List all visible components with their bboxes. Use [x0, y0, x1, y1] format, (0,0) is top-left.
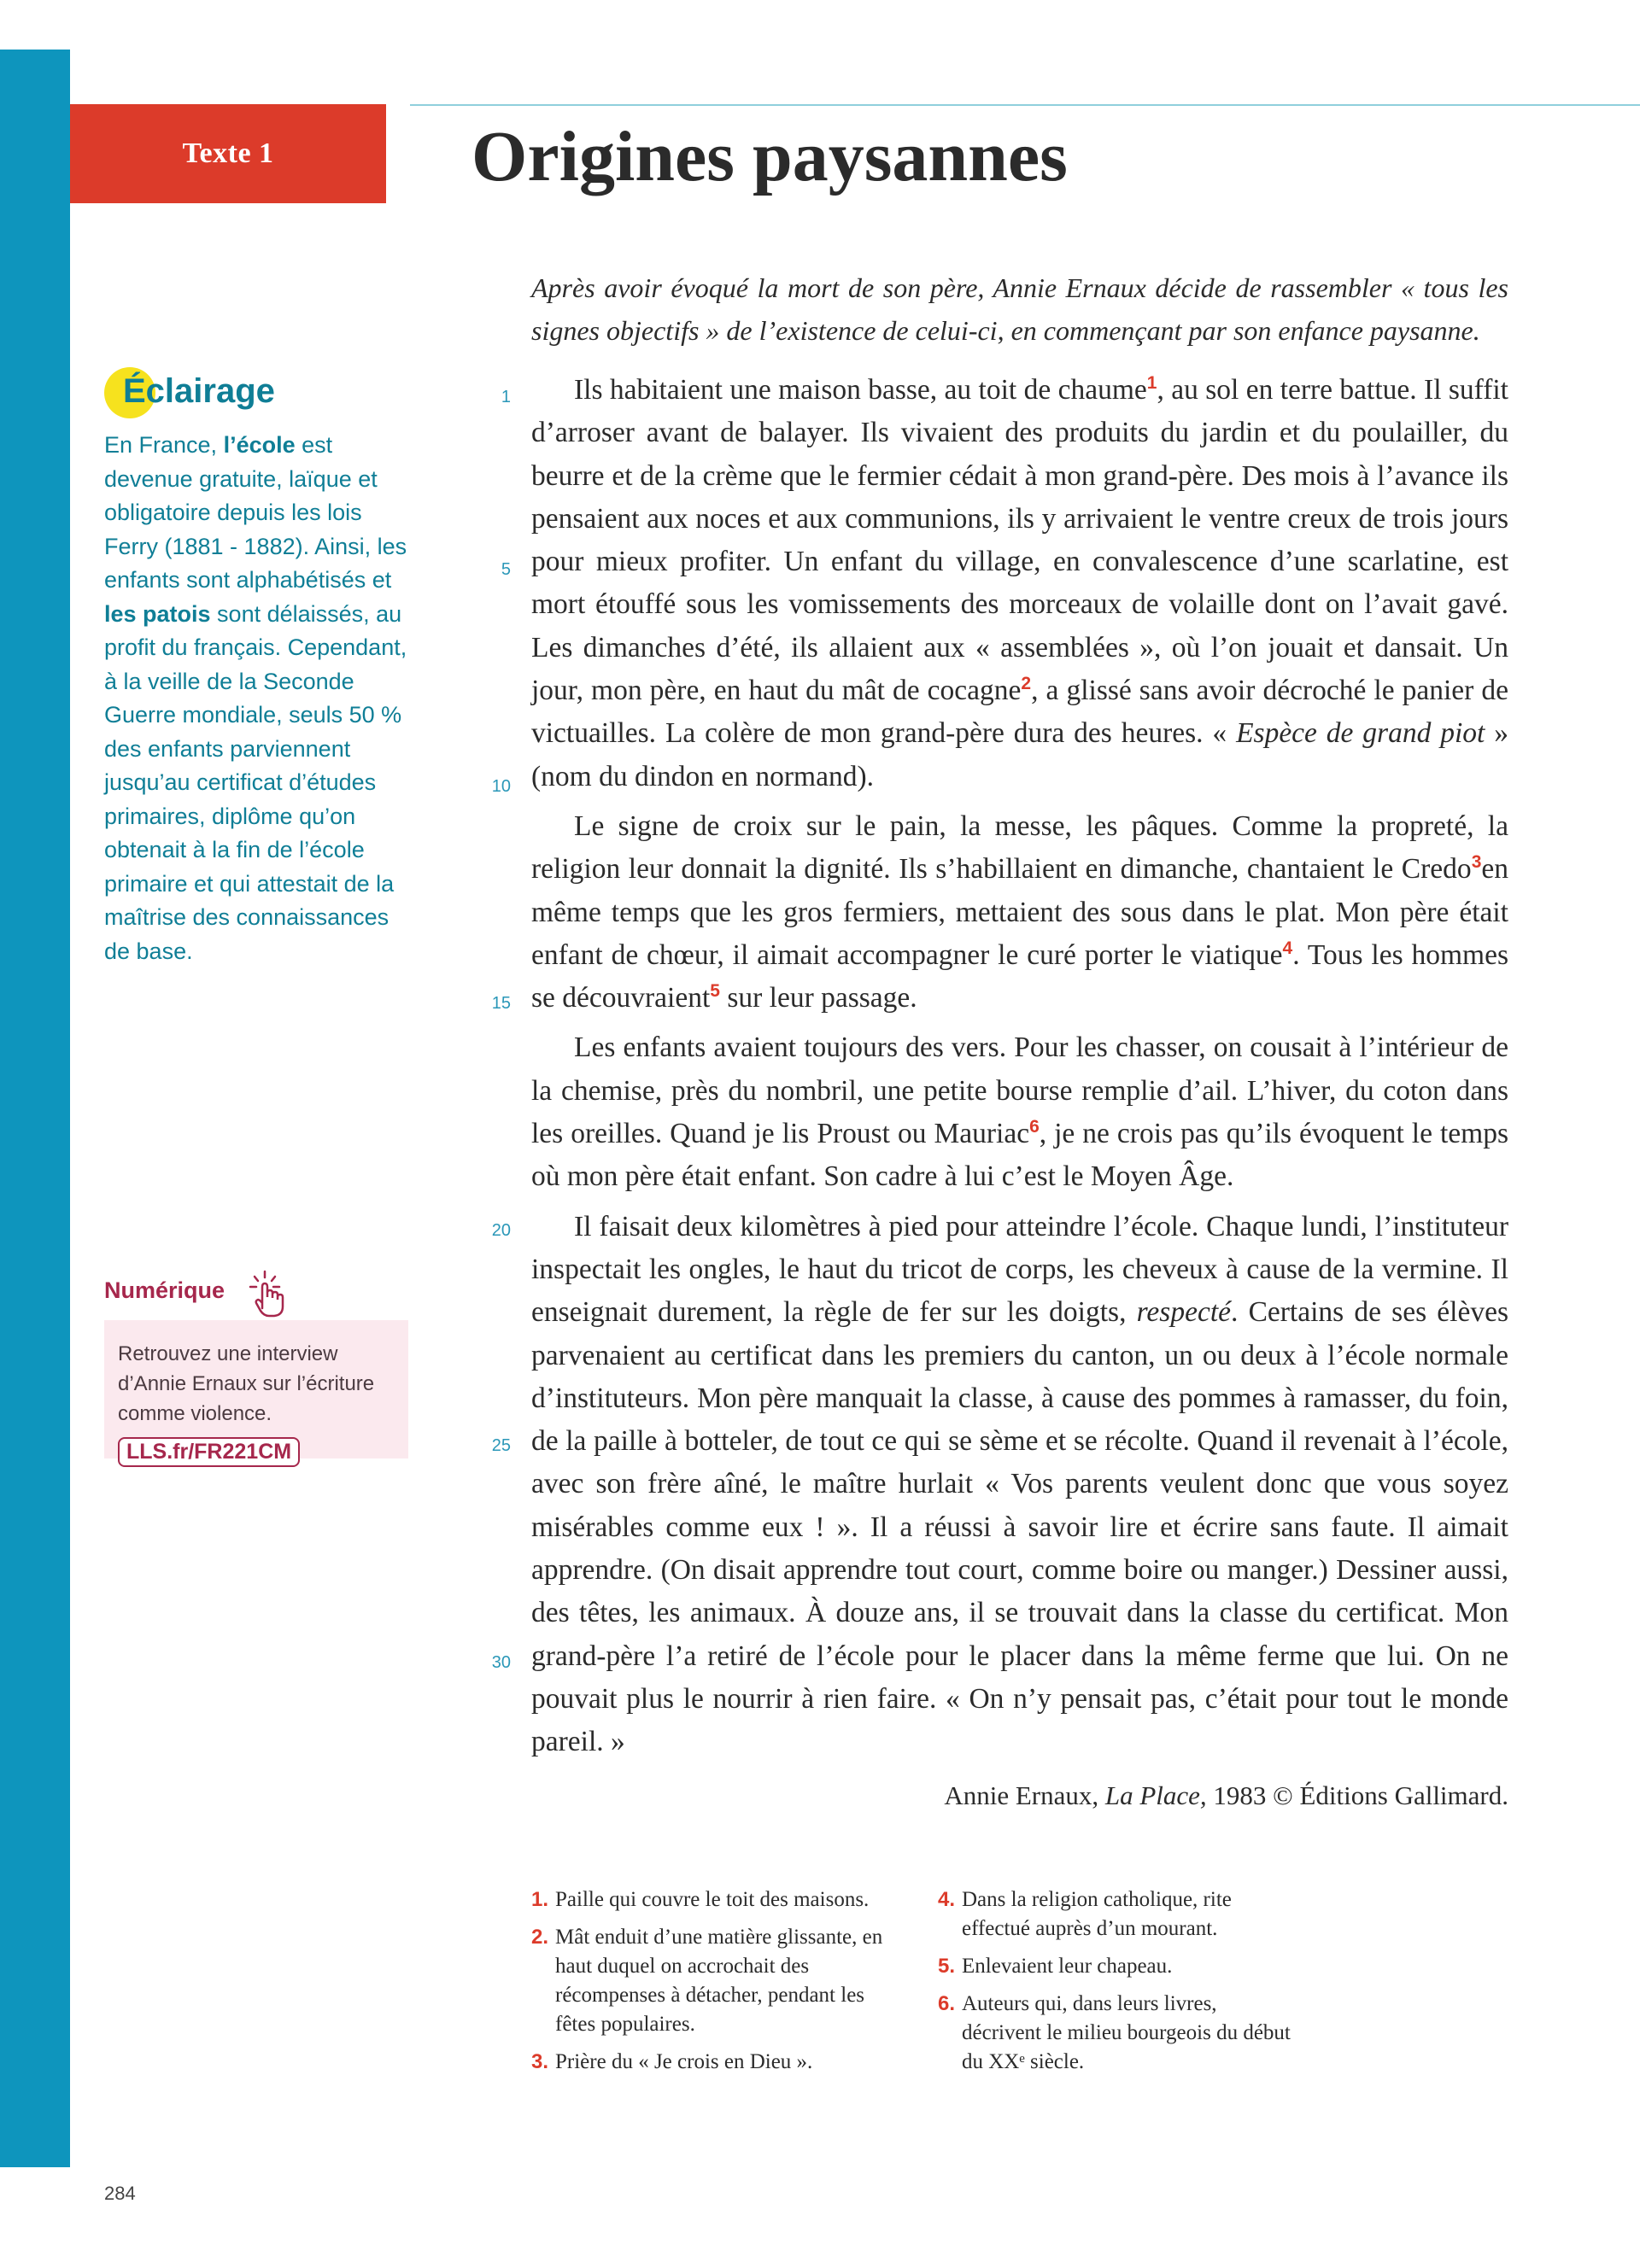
footnote-ref[interactable]: 2 — [1021, 673, 1032, 693]
page-title: Origines paysannes — [472, 117, 1068, 196]
paragraph — [531, 1026, 1508, 1198]
numerique-text: Retrouvez une interview d’Annie Ernaux sur l’écriture comme violence. — [118, 1342, 375, 1425]
footnote — [531, 2048, 907, 2077]
numerique-content — [104, 1320, 408, 1464]
line-number: 20 — [491, 1221, 511, 1240]
eclairage-text-1: En France, — [104, 432, 224, 458]
footnote-number: 2. — [531, 1926, 549, 1949]
eclairage-text-2: est devenue gratuite, laïque et obligatoire depuis les lois Ferry (1881 - 1882). Ainsi, les enfants sont alphabétisés et — [104, 432, 407, 593]
footnote-text: Mât enduit d’une matière glissante, en haut duquel on accrochait des récompenses à détacher, pendant les fêtes populaires. — [555, 1926, 883, 2036]
line-number: 10 — [491, 777, 511, 796]
text-label-badge: Texte 1 — [70, 104, 386, 203]
paragraph — [531, 1206, 1508, 1764]
numerique-title: Numérique — [104, 1277, 226, 1303]
line-number: 25 — [491, 1436, 511, 1455]
italic-run: respecté — [1136, 1296, 1232, 1329]
line-number: 5 — [501, 560, 511, 579]
eclairage-header — [104, 364, 412, 425]
text-run: . Certains de ses élèves parvenaient au certificat dans les premiers du canton, un ou deux à l’école normale d’instituteurs. Mon père manquait la classe, à cause des pommes à ramasser, du foin, de la paille à botteler, de tout ce qui se sème et se récolte. Quand il revenait à l’école, avec son frère aîné, le maître hurlait « Vos parents veulent donc que vous soyez misérables comme eux ! ». Il a réussi à savoir lire et écrire sans faute. Il aimait apprendre. (On disait apprendre tout court, comme boire ou manger.) Dessiner aussi, des têtes, les animaux. À douze ans, il se trouvait dans la classe du certificat. Mon grand-père l’a retiré de l’école pour le placer dans la même ferme que lui. On ne pouvait plus le nourrir à rien faire. « On n’y pensait pas, c’était pour tout le monde pareil. » — [531, 1296, 1508, 1758]
paragraph — [531, 369, 1508, 798]
line-number: 15 — [491, 994, 511, 1013]
paragraph — [531, 805, 1508, 1020]
line-number: 30 — [491, 1653, 511, 1672]
author: Annie Ernaux, — [944, 1780, 1105, 1810]
eclairage-sidebar — [104, 364, 412, 968]
footnote-ref[interactable]: 6 — [1029, 1116, 1040, 1137]
footnotes-right — [938, 1885, 1297, 2085]
footnote — [938, 1885, 1297, 1944]
footnote — [938, 1990, 1297, 2077]
text-run: . Tous les hommes se découvraient — [531, 938, 1509, 1014]
work-title: La Place, — [1104, 1780, 1207, 1810]
line-number: 1 — [501, 388, 511, 406]
eclairage-title: Éclairage — [123, 372, 275, 410]
footnote-text: Dans la religion catholique, rite effectué auprès d’un mourant. — [962, 1888, 1232, 1940]
text-run: Le signe de croix sur le pain, la messe, les pâques. Comme la propreté, la religion leur donnait la dignité. Ils s’habillaient en dimanche, chantaient le Credo — [531, 810, 1508, 886]
text-run: en même temps que les gros fermiers, mettaient des sous dans le plat. Mon père était enfant de chœur, il aimait accompagner le curé porter le viatique — [531, 853, 1508, 971]
text-run: , je ne crois pas qu’ils évoquent le temps où mon père était enfant. Son cadre à lui c’est le Moyen Âge. — [531, 1118, 1508, 1193]
text-run: , au sol en terre battue. Il suffit d’arroser avant de balayer. Ils vivaient des produits du jardin et du poulailler, du beurre et de la crème que le fermier cédait à mon grand-père. Des mois à l’avance ils pensaient aux noces et aux communions, ils y arrivaient le ventre creux de trois jours pour mieux profiter. Un enfant du village, en convalescence d’une scarlatine, est mort étouffé sous les vomissements des morceaux de volaille dont on l’avait gavé. Les dimanches d’été, ils allaient aux « assemblées », où l’on jouait et dansait. Un jour, mon père, en haut du mât de cocagne — [531, 374, 1508, 707]
footnote-ref[interactable]: 1 — [1146, 372, 1157, 393]
footnote-number: 6. — [938, 1992, 956, 2015]
footnote — [531, 1923, 907, 2039]
footnote-number: 4. — [938, 1888, 956, 1911]
footnote-text: Auteurs qui, dans leurs livres, décrivent le milieu bourgeois du début du XXᵉ siècle. — [962, 1992, 1291, 2073]
publisher: 1983 © Éditions Gallimard. — [1206, 1780, 1508, 1810]
page-number: 284 — [104, 2183, 136, 2204]
numerique-link[interactable]: LLS.fr/FR221CM — [118, 1437, 300, 1467]
footnote-text: Paille qui couvre le toit des maisons. — [555, 1888, 870, 1911]
italic-run: Espèce de grand piot — [1236, 717, 1485, 750]
eclairage-keyword-ecole: l’école — [223, 432, 296, 458]
footnotes-left — [531, 1885, 907, 2085]
hand-click-icon — [248, 1269, 290, 1318]
footnote-number: 1. — [531, 1888, 549, 1911]
text-run: sur leur passage. — [719, 982, 917, 1014]
numerique-header — [104, 1269, 408, 1313]
footnote — [531, 1885, 907, 1914]
text-run: Ils habitaient une maison basse, au toit de chaume — [574, 374, 1147, 406]
footnote-number: 5. — [938, 1955, 956, 1978]
eclairage-text-3: sont délaissés, au profit du français. Cependant, à la veille de la Seconde Guerre mondiale, seuls 50 % des enfants parviennent jusqu’au certificat d’études primaires, diplôme qu’on obtenait à la fin de l’école primaire et qui attestait de la maîtrise des connaissances de base. — [104, 600, 407, 964]
footnote — [938, 1952, 1297, 1981]
side-color-bar — [0, 50, 70, 2167]
eclairage-text — [104, 429, 412, 968]
text-run: Il faisait deux kilomètres à pied pour atteindre l’école. Chaque lundi, l’instituteur inspectait les ongles, le haut du tricot de corps, les cheveux à cause de la vermine. Il enseignait durement, la règle de fer sur les doigts, — [531, 1210, 1508, 1329]
main-text — [531, 369, 1508, 1764]
footnote-text: Enlevaient leur chapeau. — [962, 1955, 1173, 1978]
text-run: , a glissé sans avoir décroché le panier de victuailles. La colère de mon grand-père dura des heures. « — [531, 675, 1508, 750]
footnote-ref[interactable]: 5 — [710, 981, 720, 1001]
numerique-box — [104, 1269, 408, 1464]
intro-text: Après avoir évoqué la mort de son père, Annie Ernaux décide de rassembler « tous les signes objectifs » de l’existence de celui-ci, en commençant par son enfance paysanne. — [531, 272, 1508, 346]
source-attribution — [531, 1774, 1508, 1817]
footnote-number: 3. — [531, 2050, 549, 2073]
footnote-text: Prière du « Je crois en Dieu ». — [555, 2050, 813, 2073]
footnote-ref[interactable]: 3 — [1471, 852, 1482, 873]
text-run: Les enfants avaient toujours des vers. Pour les chasser, on cousait à l’intérieur de la chemise, près du nombril, une petite bourse remplie d’ail. L’hiver, du coton dans les oreilles. Quand je lis Proust ou Mauriac — [531, 1032, 1508, 1150]
text-run: » (nom du dindon en normand). — [531, 717, 1508, 792]
eclairage-keyword-patois: les patois — [104, 600, 211, 627]
header-rule — [410, 104, 1640, 106]
footnote-ref[interactable]: 4 — [1282, 938, 1293, 958]
